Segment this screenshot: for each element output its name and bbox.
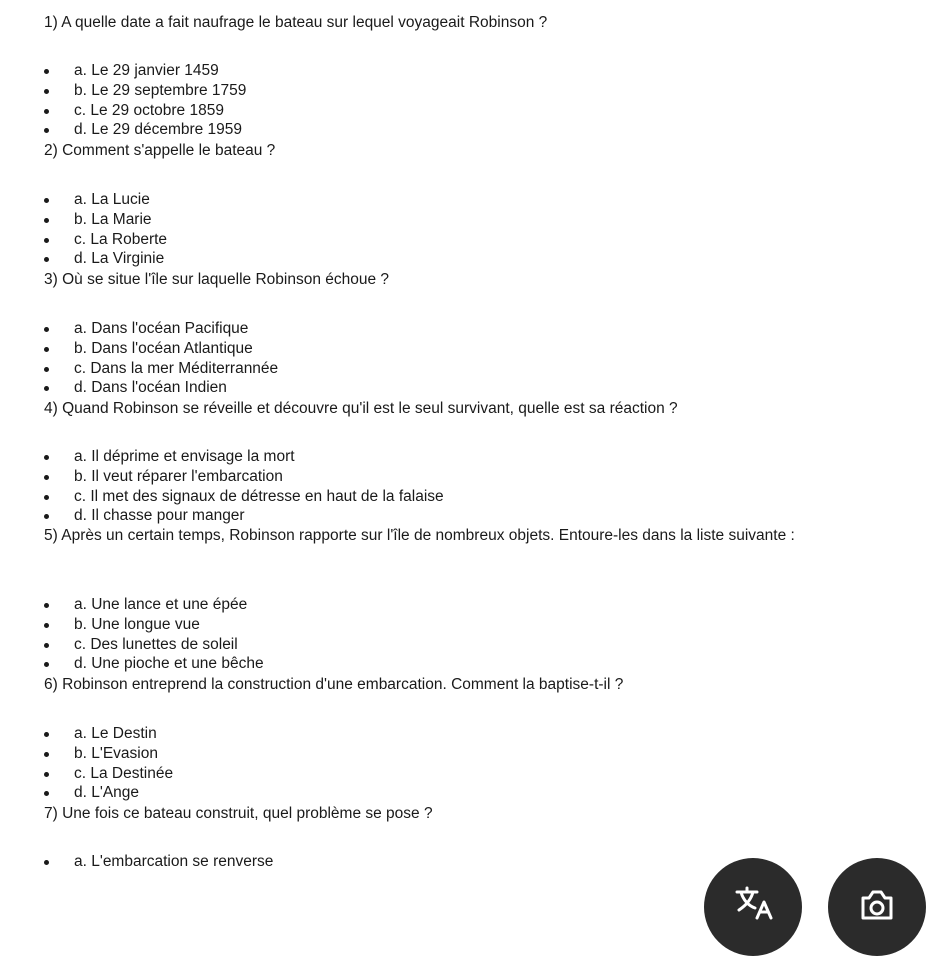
lens-button[interactable] xyxy=(828,858,926,956)
camera-icon xyxy=(855,884,899,924)
option-3c: c. Dans la mer Méditerrannée xyxy=(44,359,278,379)
option-2d: d. La Virginie xyxy=(44,249,167,269)
option-6a: a. Le Destin xyxy=(44,724,173,744)
option-2a: a. La Lucie xyxy=(44,190,167,210)
question-4: 4) Quand Robinson se réveille et découvre qu'il est le seul survivant, quelle est sa réaction ? xyxy=(44,400,678,417)
option-4b: b. Il veut réparer l'embarcation xyxy=(44,467,444,487)
bullet-icon xyxy=(44,386,49,391)
question-7-options xyxy=(44,852,273,872)
bullet-icon xyxy=(44,732,49,737)
question-5: 5) Après un certain temps, Robinson rapporte sur l'île de nombreux objets. Entoure-les dans la liste suivante : xyxy=(44,527,795,544)
question-5-options xyxy=(44,595,264,674)
bullet-icon xyxy=(44,455,49,460)
bullet-icon xyxy=(44,475,49,480)
bullet-icon xyxy=(44,623,49,628)
translate-button[interactable] xyxy=(704,858,802,956)
bullet-icon xyxy=(44,643,49,648)
option-5b: b. Une longue vue xyxy=(44,615,264,635)
bullet-icon xyxy=(44,752,49,757)
bullet-icon xyxy=(44,495,49,500)
option-1d: d. Le 29 décembre 1959 xyxy=(44,120,246,140)
option-3a: a. Dans l'océan Pacifique xyxy=(44,319,278,339)
option-6d: d. L'Ange xyxy=(44,783,173,803)
option-6c: c. La Destinée xyxy=(44,764,173,784)
option-1b: b. Le 29 septembre 1759 xyxy=(44,81,246,101)
option-4c: c. Il met des signaux de détresse en haut de la falaise xyxy=(44,487,444,507)
bullet-icon xyxy=(44,367,49,372)
bullet-icon xyxy=(44,514,49,519)
bullet-icon xyxy=(44,218,49,223)
option-3d: d. Dans l'océan Indien xyxy=(44,378,278,398)
option-4a: a. Il déprime et envisage la mort xyxy=(44,447,444,467)
question-1: 1) A quelle date a fait naufrage le bateau sur lequel voyageait Robinson ? xyxy=(44,14,548,31)
question-6-options xyxy=(44,724,173,803)
bullet-icon xyxy=(44,791,49,796)
option-7a: a. L'embarcation se renverse xyxy=(44,852,273,872)
translate-icon xyxy=(731,884,775,924)
bullet-icon xyxy=(44,109,49,114)
option-5d: d. Une pioche et une bêche xyxy=(44,654,264,674)
question-3-options xyxy=(44,319,278,398)
option-4d: d. Il chasse pour manger xyxy=(44,506,444,526)
question-2-options xyxy=(44,190,167,269)
bullet-icon xyxy=(44,860,49,865)
option-3b: b. Dans l'océan Atlantique xyxy=(44,339,278,359)
bullet-icon xyxy=(44,772,49,777)
bullet-icon xyxy=(44,238,49,243)
option-5a: a. Une lance et une épée xyxy=(44,595,264,615)
option-1c: c. Le 29 octobre 1859 xyxy=(44,101,246,121)
question-7: 7) Une fois ce bateau construit, quel problème se pose ? xyxy=(44,805,433,822)
question-4-options xyxy=(44,447,444,526)
bullet-icon xyxy=(44,198,49,203)
bullet-icon xyxy=(44,69,49,74)
bullet-icon xyxy=(44,662,49,667)
bullet-icon xyxy=(44,257,49,262)
option-2c: c. La Roberte xyxy=(44,230,167,250)
question-2: 2) Comment s'appelle le bateau ? xyxy=(44,142,276,159)
question-1-options xyxy=(44,61,246,140)
option-5c: c. Des lunettes de soleil xyxy=(44,635,264,655)
option-2b: b. La Marie xyxy=(44,210,167,230)
option-6b: b. L'Evasion xyxy=(44,744,173,764)
option-1a: a. Le 29 janvier 1459 xyxy=(44,61,246,81)
question-6: 6) Robinson entreprend la construction d'une embarcation. Comment la baptise-t-il ? xyxy=(44,676,624,693)
bullet-icon xyxy=(44,128,49,133)
bullet-icon xyxy=(44,327,49,332)
bullet-icon xyxy=(44,603,49,608)
bullet-icon xyxy=(44,347,49,352)
bullet-icon xyxy=(44,89,49,94)
question-3: 3) Où se situe l'île sur laquelle Robinson échoue ? xyxy=(44,271,390,288)
